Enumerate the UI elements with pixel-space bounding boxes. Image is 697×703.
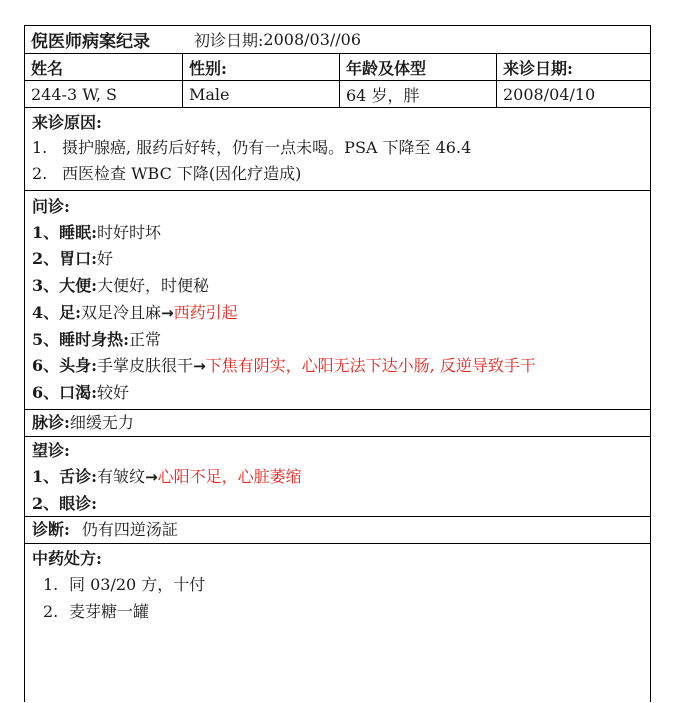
- diagnosis-section: [25, 517, 650, 544]
- patient-table-value-row: [25, 81, 650, 108]
- inquiry-feet: 4、足:双足冷且麻→西药引起: [32, 303, 238, 322]
- observation-eye: 2、眼诊:: [32, 494, 98, 513]
- inquiry-thirst: 6、口渴:较好: [32, 383, 130, 402]
- inquiry-stool: 3、大便:大便好，时便秘: [32, 276, 210, 295]
- header-visit-date: 来诊日期:: [496, 54, 650, 80]
- inquiry-body-heat: 5、睡时身热:正常: [32, 330, 162, 349]
- prescription-item: 1. 同 03/20 方，十付: [43, 575, 206, 594]
- patient-age-build: 64 岁，胖: [339, 81, 496, 107]
- record-title: 倪医师病案纪录: [31, 32, 150, 52]
- patient-sex: Male: [182, 81, 339, 107]
- first-visit-label: 初诊日期:: [194, 31, 264, 50]
- patient-table-header-row: [25, 54, 650, 81]
- tongue-note: 心阳不足，心脏萎缩: [157, 467, 302, 486]
- prescription-heading: 中药处方:: [32, 549, 102, 568]
- header-sex: 性别:: [182, 54, 339, 80]
- arrow-right-icon: →: [193, 357, 206, 375]
- arrow-right-icon: →: [161, 304, 174, 322]
- reason-heading: 来诊原因:: [32, 113, 102, 132]
- diagnosis-line: 诊断: 仍有四逆汤証: [32, 520, 178, 539]
- observation-section: [25, 437, 650, 517]
- title-row: [25, 26, 650, 54]
- feet-note: 西药引起: [173, 303, 238, 322]
- inquiry-sleep: 1、睡眠:时好时坏: [32, 223, 162, 242]
- patient-name: 244-3 W, S: [31, 84, 117, 104]
- reason-item: 2. 西医检查 WBC 下降(因化疗造成): [32, 164, 302, 183]
- header-age-build: 年龄及体型: [339, 54, 496, 80]
- pulse-section: [25, 410, 650, 437]
- observation-heading: 望诊:: [32, 441, 70, 460]
- inquiry-heading: 问诊:: [32, 197, 70, 216]
- pulse-line: 脉诊:细缓无力: [32, 413, 134, 432]
- arrow-right-icon: →: [145, 468, 158, 486]
- title-cell: [25, 26, 650, 53]
- inquiry-head-body: 6、头身:手掌皮肤很干→下焦有阴实，心阳无法下达小肠, 反逆导致手干: [32, 356, 536, 375]
- reason-section: [25, 108, 650, 191]
- inquiry-section: [25, 191, 650, 410]
- header-name: 姓名: [31, 58, 64, 78]
- inquiry-appetite: 2、胃口:好: [32, 249, 114, 268]
- patient-visit-date: 2008/04/10: [496, 81, 650, 107]
- reason-item: 1. 摄护腺癌, 服药后好转，仍有一点未喝。PSA 下降至 46.4: [32, 138, 472, 157]
- medical-record-sheet: [24, 25, 651, 702]
- observation-tongue: 1、舌诊:有皱纹→心阳不足，心脏萎缩: [32, 467, 302, 486]
- prescription-item: 2. 麦芽糖一罐: [43, 602, 150, 621]
- head-body-note: 下焦有阴实，心阳无法下达小肠, 反逆导致手干: [205, 356, 536, 375]
- first-visit-date: 2008/03//06: [263, 30, 362, 49]
- prescription-section: [25, 544, 650, 703]
